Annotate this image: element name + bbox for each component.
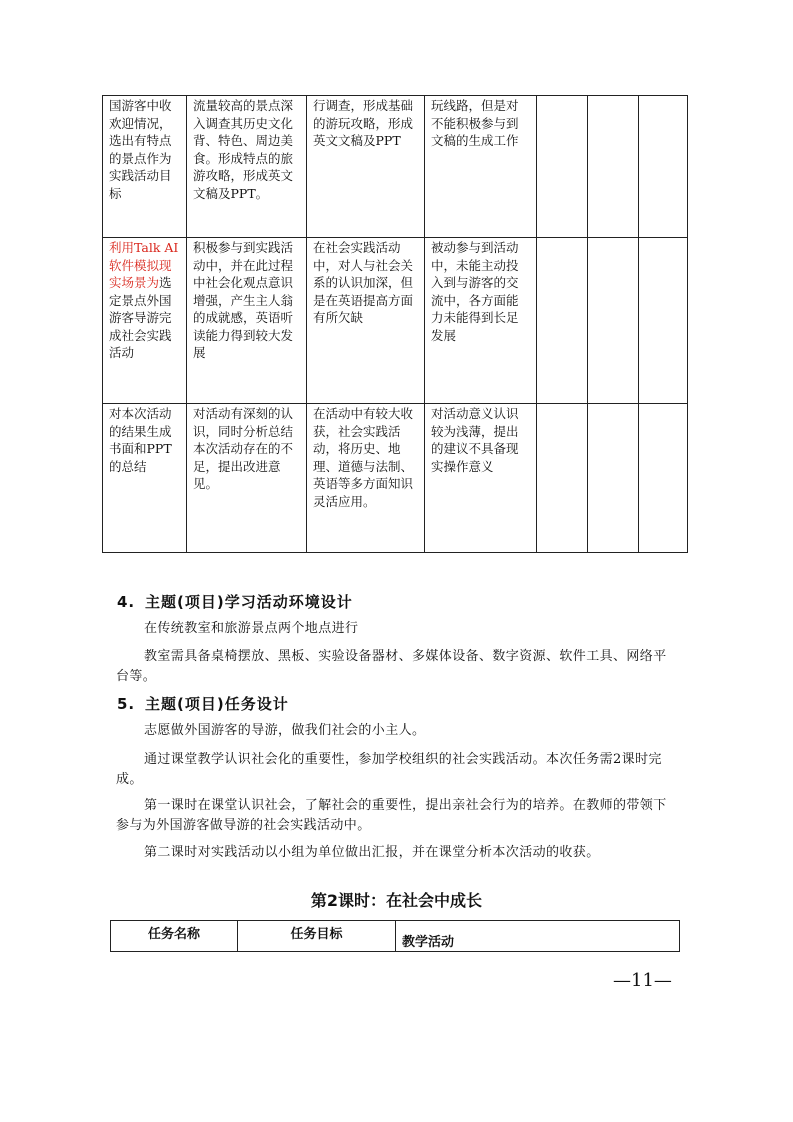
table-cell: 流量较高的景点深入调查其历史文化背、特色、周边美食。形成特点的旅游攻略，形成英文文稿及PPT。 xyxy=(187,96,307,238)
table-cell-empty xyxy=(588,238,639,404)
column-header: 任务目标 xyxy=(238,921,396,952)
section-title: 主题(项目)任务设计 xyxy=(145,695,289,713)
table-cell: 在活动中有较大收获，社会实践活动，将历史、地理、道德与法制、英语等多方面知识灵活应用。 xyxy=(307,404,425,553)
table-cell: 对本次活动的结果生成书面和PPT的总结 xyxy=(103,404,187,553)
table-cell-empty xyxy=(639,96,688,238)
table-header-row xyxy=(111,921,680,952)
section-heading xyxy=(117,591,353,612)
table-cell xyxy=(103,238,187,404)
table-cell-empty xyxy=(537,96,588,238)
table-cell: 国游客中收欢迎情况，选出有特点的景点作为实践活动目标 xyxy=(103,96,187,238)
table-cell-empty xyxy=(537,238,588,404)
table-cell: 玩线路，但是对不能积极参与到文稿的生成工作 xyxy=(425,96,537,238)
section-heading xyxy=(117,693,289,714)
paragraph: 在传统教室和旅游景点两个地点进行 xyxy=(144,621,359,636)
table-cell: 对活动有深刻的认识，同时分析总结本次活动存在的不足，提出改进意见。 xyxy=(187,404,307,553)
table-cell: 对活动意义认识较为浅薄，提出的建议不具备现实操作意义 xyxy=(425,404,537,553)
paragraph: 第二课时对实践活动以小组为单位做出汇报，并在课堂分析本次活动的收获。 xyxy=(144,845,600,860)
cell-text: 选定景点外国游客导游完成社会实践活动 xyxy=(109,275,172,360)
task-table xyxy=(110,920,680,952)
paragraph: 教室需具备桌椅摆放、黑板、实验设备器材、多媒体设备、数字资源、软件工具、网络平台等。 xyxy=(116,649,667,684)
section-number: 5. xyxy=(117,695,136,713)
highlighted-text: 利用Talk AI软件模拟现实场景为 xyxy=(109,240,179,290)
table-cell-empty xyxy=(588,96,639,238)
table-cell: 被动参与到活动中，未能主动投入到与游客的交流中，各方面能力未能得到长足发展 xyxy=(425,238,537,404)
table-cell: 在社会实践活动中，对人与社会关系的认识加深，但是在英语提高方面有所欠缺 xyxy=(307,238,425,404)
paragraph: 第一课时在课堂认识社会，了解社会的重要性，提出亲社会行为的培养。在教师的带领下参与为外国游客做导游的社会实践活动中。 xyxy=(116,798,667,833)
table-cell-empty xyxy=(537,404,588,553)
table-cell: 积极参与到实践活动中，并在此过程中社会化观点意识增强，产生主人翁的成就感，英语听读能力得到较大发展 xyxy=(187,238,307,404)
table-cell-empty xyxy=(639,404,688,553)
table-row xyxy=(103,404,688,553)
table-cell: 行调查，形成基础的游玩攻略，形成英文文稿及PPT xyxy=(307,96,425,238)
paragraph: 通过课堂教学认识社会化的重要性，参加学校组织的社会实践活动。本次任务需2课时完成。 xyxy=(116,752,662,787)
table-cell-empty xyxy=(588,404,639,553)
evaluation-rubric-table xyxy=(102,95,688,553)
table-row xyxy=(103,238,688,404)
lesson-title: 第2课时：在社会中成长 xyxy=(310,891,483,910)
section-number: 4. xyxy=(117,593,136,611)
page-number: —11— xyxy=(613,970,672,991)
table-row xyxy=(103,96,688,238)
column-header: 教学活动 xyxy=(396,921,680,952)
column-header: 任务名称 xyxy=(111,921,238,952)
paragraph: 志愿做外国游客的导游，做我们社会的小主人。 xyxy=(144,723,426,738)
section-title: 主题(项目)学习活动环境设计 xyxy=(145,593,353,611)
table-cell-empty xyxy=(639,238,688,404)
